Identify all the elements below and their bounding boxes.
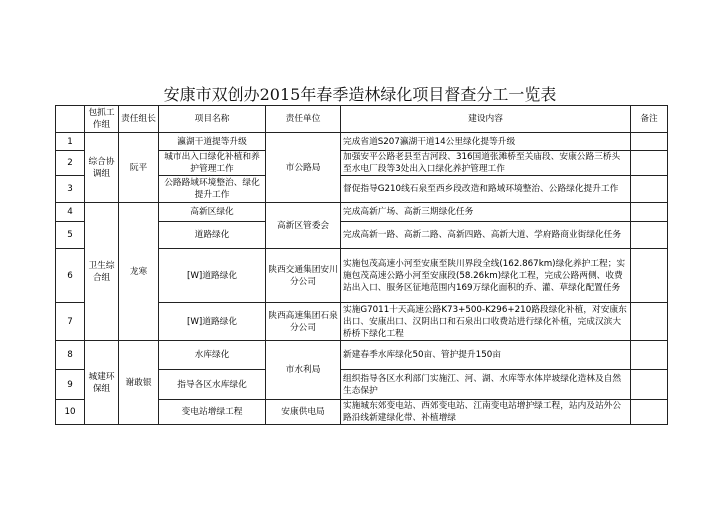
content-cell: 实施G7011十天高速公路K73+500-K296+210路段绿化补植，对安康东出口、安康出口、汉阴出口和石泉出口收费站进行绿化补植，完成汉滨大桥桥下绿化工程 (341, 303, 631, 341)
remark-cell (631, 341, 668, 370)
table-row (56, 341, 668, 370)
content-cell: 督促指导G210线石泉至西乡段改造和路域环境整治、公路绿化提升工作 (341, 176, 631, 203)
project-cell: 城市出入口绿化补植和养护管理工作 (159, 151, 266, 176)
content-cell: 实施城东郊变电站、西郊变电站、江南变电站增护绿工程，站内及站外公路沿线新建绿化带、补植增绿 (341, 400, 631, 425)
header-index (56, 106, 85, 133)
project-cell: 公路路域环境整治、绿化提升工作 (159, 176, 266, 203)
header-project: 项目名称 (159, 106, 266, 133)
row-number: 1 (56, 133, 85, 151)
remark-cell (631, 400, 668, 425)
remark-cell (631, 176, 668, 203)
row-number: 8 (56, 341, 85, 370)
supervision-task-table (55, 105, 668, 425)
row-number: 2 (56, 151, 85, 176)
row-number: 6 (56, 249, 85, 303)
remark-cell (631, 133, 668, 151)
content-cell: 完成高新广场、高新三期绿化任务 (341, 203, 631, 222)
remark-cell (631, 249, 668, 303)
remark-cell (631, 151, 668, 176)
remark-cell (631, 222, 668, 249)
project-cell: 道路绿化 (159, 222, 266, 249)
table-row (56, 133, 668, 151)
unit-cell: 陕西高速集团石泉分公司 (266, 303, 341, 341)
content-cell: 新建春季水库绿化50亩、管护提升150亩 (341, 341, 631, 370)
row-number: 9 (56, 370, 85, 400)
unit-cell: 陕西交通集团安川分公司 (266, 249, 341, 303)
project-cell: 水库绿化 (159, 341, 266, 370)
unit-cell: 市水利局 (266, 341, 341, 400)
document-title: 安康市双创办2015年春季造林绿化项目督查分工一览表 (163, 85, 557, 104)
content-cell: 完成高新一路、高新二路、高新四路、高新大道、学府路商业街绿化任务 (341, 222, 631, 249)
content-cell: 完成省道S207瀛湖干道14公里绿化提等升级 (341, 133, 631, 151)
group-cell: 综合协调组 (85, 133, 119, 203)
project-cell: [W]道路绿化 (159, 249, 266, 303)
project-cell: 高新区绿化 (159, 203, 266, 222)
project-cell: [W]道路绿化 (159, 303, 266, 341)
header-leader: 责任组长 (119, 106, 159, 133)
leader-cell: 谢敢银 (119, 341, 159, 425)
header-group: 包抓工作组 (85, 106, 119, 133)
content-cell: 组织指导各区水利部门实施江、河、湖、水库等水体岸坡绿化造林及自然生态保护 (341, 370, 631, 400)
project-cell: 指导各区水库绿化 (159, 370, 266, 400)
header-unit: 责任单位 (266, 106, 341, 133)
project-cell: 瀛湖干道提等升级 (159, 133, 266, 151)
leader-cell: 龙寒 (119, 203, 159, 341)
unit-cell: 高新区管委会 (266, 203, 341, 249)
header-remark: 备注 (631, 106, 668, 133)
row-number: 7 (56, 303, 85, 341)
group-cell: 城建环保组 (85, 341, 119, 425)
remark-cell (631, 370, 668, 400)
unit-cell: 安康供电局 (266, 400, 341, 425)
row-number: 10 (56, 400, 85, 425)
project-cell: 变电站增绿工程 (159, 400, 266, 425)
table-row (56, 203, 668, 222)
content-cell: 加强安平公路老县至吉河段、316国道张滩桥至关庙段、安康公路三桥头至水电厂段等3处出入口绿化养护管理工作 (341, 151, 631, 176)
table-header-row (56, 106, 668, 133)
leader-cell: 阮平 (119, 133, 159, 203)
row-number: 5 (56, 222, 85, 249)
remark-cell (631, 303, 668, 341)
unit-cell: 市公路局 (266, 133, 341, 203)
row-number: 3 (56, 176, 85, 203)
row-number: 4 (56, 203, 85, 222)
remark-cell (631, 203, 668, 222)
group-cell: 卫生综合组 (85, 203, 119, 341)
header-content: 建设内容 (341, 106, 631, 133)
content-cell: 实施包茂高速小河至安康至陕川界段全线(162.867km)绿化养护工程；实施包茂高速公路小河至安康段(58.26km)绿化工程，完成公路两侧、收费站出入口、服务区征地范围内169万绿化面积的乔、灌、草绿化配置任务 (341, 249, 631, 303)
